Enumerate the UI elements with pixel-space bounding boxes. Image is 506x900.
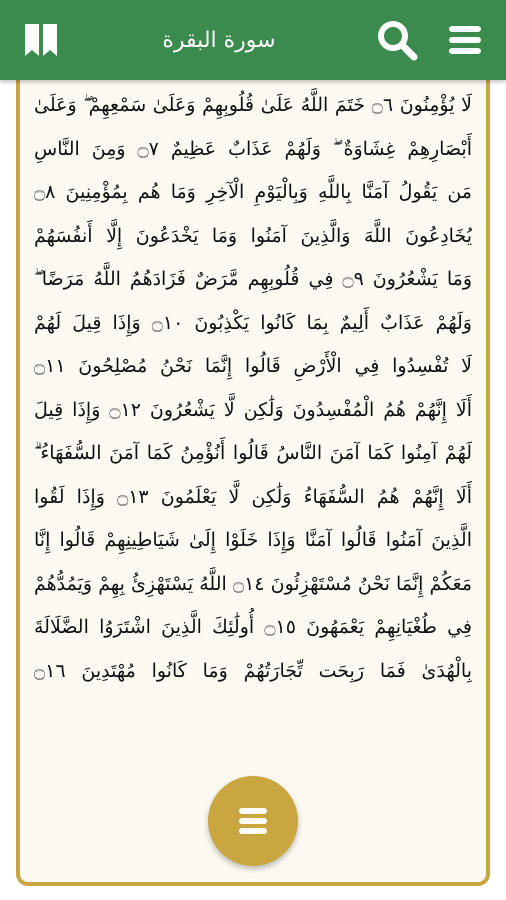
verse-line: بِالْهُدَىٰ فَمَا رَبِحَت تِّجَارَتُهُمْ وَمَا كَانُوا مُهْتَدِينَ ۝١٦ — [34, 659, 472, 682]
page-title: سورة البقرة — [162, 27, 276, 53]
verse-line: أَبْصَارِهِمْ غِشَاوَةٌ ۖ وَلَهُمْ عَذَابٌ عَظِيمٌ ۝٧ وَمِنَ النَّاسِ — [34, 137, 472, 160]
verse-line: أَلَا إِنَّهُمْ هُمُ السُّفَهَاءُ وَلَٰكِن لَّا يَعْلَمُونَ ۝١٣ وَإِذَا لَقُوا — [34, 485, 472, 508]
verse-line: أَلَا إِنَّهُمْ هُمُ الْمُفْسِدُونَ وَلَٰكِن لَّا يَشْعُرُونَ ۝١٢ وَإِذَا قِيلَ — [34, 398, 472, 421]
search-icon — [376, 19, 418, 61]
verse-line: مَن يَقُولُ آمَنَّا بِاللَّهِ وَبِالْيَوْمِ الْآخِرِ وَمَا هُم بِمُؤْمِنِينَ ۝٨ — [34, 181, 472, 203]
list-icon — [233, 801, 273, 841]
verse-line: لَا يُؤْمِنُونَ ۝٦ خَتَمَ اللَّهُ عَلَىٰ قُلُوبِهِمْ وَعَلَىٰ سَمْعِهِمْ ۖ وَعَلَىٰ — [34, 94, 472, 116]
bookmark-button[interactable] — [16, 15, 66, 65]
verse-line: وَمَا يَشْعُرُونَ ۝٩ فِي قُلُوبِهِم مَّرَضٌ فَزَادَهُمُ اللَّهُ مَرَضًا ۖ — [34, 268, 472, 290]
search-button[interactable] — [372, 15, 422, 65]
verse-line: لَا تُفْسِدُوا فِي الْأَرْضِ قَالُوا إِنَّمَا نَحْنُ مُصْلِحُونَ ۝١١ — [34, 355, 472, 377]
top-actions — [372, 15, 490, 65]
verse-line: مَعَكُمْ إِنَّمَا نَحْنُ مُسْتَهْزِئُونَ ۝١٤ اللَّهُ يَسْتَهْزِئُ بِهِمْ وَيَمُدُّهُمْ — [34, 572, 472, 595]
verse-line: وَلَهُمْ عَذَابٌ أَلِيمٌ بِمَا كَانُوا يَكْذِبُونَ ۝١٠ وَإِذَا قِيلَ لَهُمْ — [34, 311, 472, 334]
menu-icon — [447, 22, 483, 58]
verse-line: الَّذِينَ آمَنُوا قَالُوا آمَنَّا وَإِذَا خَلَوْا إِلَىٰ شَيَاطِينِهِمْ قَالُوا إِنَّا — [34, 529, 472, 551]
verse-line: فِي طُغْيَانِهِمْ يَعْمَهُونَ ۝١٥ أُولَٰئِكَ الَّذِينَ اشْتَرَوُا الضَّلَالَةَ — [34, 616, 472, 638]
app-bar — [0, 0, 506, 80]
verse-line: لَهُمْ آمِنُوا كَمَا آمَنَ النَّاسُ قَالُوا أَنُؤْمِنُ كَمَا آمَنَ السُّفَهَاءُ ۗ — [34, 442, 472, 464]
quran-page — [34, 84, 472, 784]
menu-button[interactable] — [440, 15, 490, 65]
verse-line: يُخَادِعُونَ اللَّهَ وَالَّذِينَ آمَنُوا وَمَا يَخْدَعُونَ إِلَّا أَنفُسَهُمْ — [34, 224, 472, 247]
bookmark-icon — [21, 20, 61, 60]
chapter-menu-button[interactable] — [208, 776, 298, 866]
